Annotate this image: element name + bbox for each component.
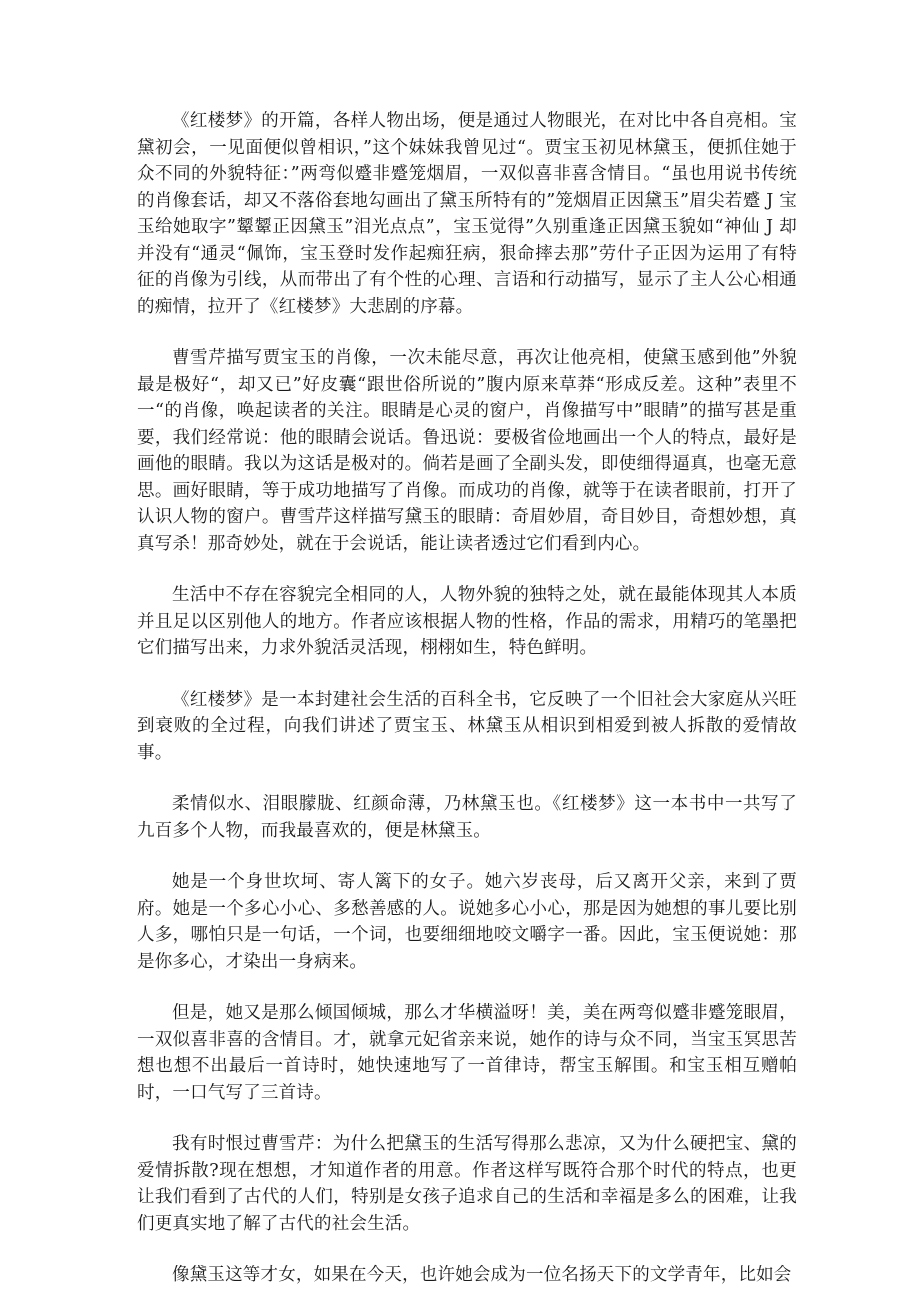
paragraph-unique-appearance: 生活中不存在容貌完全相同的人，人物外貌的独特之处，就在最能体现其人本质并且足以区别他人的地方。作者应该根据人物的性格，作品的需求，用精巧的笔墨把它们描写出来，力求外貌活灵活现，栩栩如生，特色鲜明。	[137, 585, 797, 658]
paragraph-baoyu-portrait: 曹雪芹描写贾宝玉的肖像，一次未能尽意，再次让他亮相，使黛玉感到他”外貌最是极好“，却又已”好皮囊“跟世俗所说的”腹内原来草莽“形成反差。这种”表里不一“的肖像，唤起读者的关注。眼睛是心灵的窗户，肖像描写中”眼睛”的描写甚是重要，我们经常说：他的眼睛会说话。鲁迅说：要极省俭地画出一个人的特点，最好是画他的眼睛。我以为这话是极对的。倘若是画了全副头发，即使细得逼真，也毫无意思。画好眼睛，等于成功地描写了肖像。而成功的肖像，就等于在读者眼前，打开了认识人物的窗户。曹雪芹这样描写黛玉的眼睛：奇眉妙眉，奇目妙目，奇想妙想，真真写杀！那奇妙处，就在于会说话，能让读者透过它们看到内心。	[137, 348, 797, 554]
paragraph-modern-daiyu: 像黛玉这等才女，如果在今天，也许她会成为一位名扬天下的文学青年，比如会	[172, 1265, 792, 1285]
paragraph-author-intent: 我有时恨过曹雪芹：为什么把黛玉的生活写得那么悲凉，又为什么硬把宝、黛的爱情拆散?现在想想，才知道作者的用意。作者这样写既符合那个时代的特点，也更让我们看到了古代的人们，特别是女孩子追求自己的生活和幸福是多么的困难，让我们更真实地了解了古代的社会生活。	[137, 1134, 797, 1234]
paragraph-daiyu-beauty-talent: 但是，她又是那么倾国倾城，那么才华横溢呀！美，美在两弯似蹙非蹙笼眼眉，一双似喜非喜的含情目。才，就拿元妃省亲来说，她作的诗与众不同，当宝玉冥思苦想也想不出最后一首诗时，她快速地写了一首律诗，帮宝玉解围。和宝玉相互赠帕时，一口气写了三首诗。	[137, 1003, 797, 1103]
document-body	[137, 108, 797, 1314]
paragraph-opening-scene: 《红楼梦》的开篇，各样人物出场，便是通过人物眼光，在对比中各自亮相。宝黛初会，一见面便似曾相识，”这个妹妹我曾见过“。贾宝玉初见林黛玉，便抓住她于众不同的外貌特征：”两弯似蹙非蹙笼烟眉，一双似喜非喜含情目。“虽也用说书传统的肖像套话，却又不落俗套地勾画出了黛玉所特有的”笼烟眉正因黛玉”眉尖若蹙 J 宝玉给她取字”颦颦正因黛玉”泪光点点”，宝玉觉得”久别重逢正因黛玉貌如“神仙 J 却并没有“通灵“佩饰，宝玉登时发作起痴狂病，狠命摔去那”劳什子正因为运用了有特征的肖像为引线，从而带出了有个性的心理、言语和行动描写，显示了主人公心相通的痴情，拉开了《红楼梦》大悲剧的序幕。	[137, 111, 797, 317]
paragraph-daiyu-background: 她是一个身世坎坷、寄人篱下的女子。她六岁丧母，后又离开父亲，来到了贾府。她是一个多心小心、多愁善感的人。说她多心小心，那是因为她想的事儿要比别人多，哪怕只是一句话，一个词，也要细细地咬文嚼字一番。因此，宝玉便说她：那是你多心，才染出一身病来。	[137, 872, 797, 972]
paragraph-favorite-character: 柔情似水、泪眼朦胧、红颜命薄，乃林黛玉也。《红楼梦》这一本书中一共写了九百多个人物，而我最喜欢的，便是林黛玉。	[137, 794, 797, 841]
paragraph-encyclopedia: 《红楼梦》是一本封建社会生活的百科全书，它反映了一个旧社会大家庭从兴旺到衰败的全过程，向我们讲述了贾宝玉、林黛玉从相识到相爱到被人拆散的爱情故事。	[137, 689, 797, 763]
